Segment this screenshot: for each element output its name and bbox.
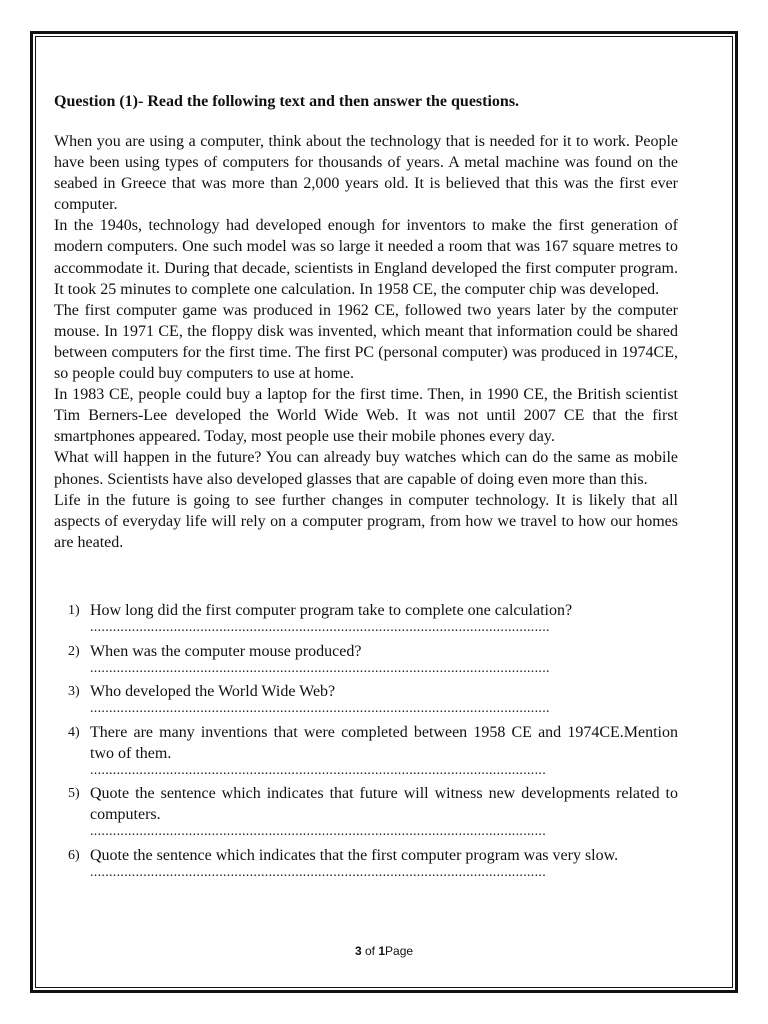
question-item bbox=[54, 681, 678, 716]
answer-line[interactable]: ......................................................................................................................... bbox=[90, 661, 550, 676]
question-number: 1) bbox=[68, 603, 80, 618]
question-number: 4) bbox=[68, 724, 80, 740]
question-text: Quote the sentence which indicates that the first computer program was very slow. bbox=[90, 846, 619, 864]
passage-paragraph-3: The first computer game was produced in 1962 CE, followed two years later by the computer mouse. In 1971 CE, the floppy disk was invented, which meant that information could be shared between computers for the first time. The first PC (personal computer) was produced in 1974CE, so people could buy computers to use at home. bbox=[54, 301, 678, 383]
footer-page-number: 3 bbox=[354, 944, 362, 958]
question-text: When was the computer mouse produced? bbox=[90, 642, 362, 660]
passage-paragraph-2: In the 1940s, technology had developed enough for inventors to make the first generation of modern computers. One such model was so large it needed a room that was 167 square metres to accommodate it. During that decade, scientists in England developed the first computer program. It took 25 minutes to complete one calculation. In 1958 CE, the computer chip was developed. bbox=[54, 217, 678, 298]
reading-passage bbox=[54, 131, 678, 553]
question-number: 3) bbox=[68, 684, 80, 699]
passage-paragraph-5: What will happen in the future? You can already buy watches which can do the same as mobile phones. Scientists have also developed glasses that are capable of doing even more than this. bbox=[54, 449, 678, 488]
question-text: How long did the first computer program take to complete one calculation? bbox=[90, 602, 573, 619]
question-number: 5) bbox=[68, 786, 80, 801]
question-item bbox=[54, 600, 678, 635]
question-text: Who developed the World Wide Web? bbox=[90, 683, 336, 700]
question-text: There are many inventions that were completed between 1958 CE and 1974CE.Mention two of them. bbox=[90, 723, 678, 762]
question-text: Quote the sentence which indicates that future will witness new developments related to computers. bbox=[90, 785, 678, 823]
question-list bbox=[54, 600, 678, 885]
question-number: 6) bbox=[68, 847, 80, 863]
passage-paragraph-6: Life in the future is going to see further changes in computer technology. It is likely that all aspects of everyday life will rely on a computer program, from how we travel to how our homes are heated. bbox=[54, 491, 678, 551]
answer-line[interactable]: ........................................................................................................................ bbox=[90, 865, 546, 880]
footer-total-pages: 1 bbox=[378, 944, 386, 958]
passage-paragraph-1: When you are using a computer, think about the technology that is needed for it to work. People have been using types of computers for thousands of years. A metal machine was found on the seabed in Greece that was more than 2,000 years old. It is believed that this was the first ever computer. bbox=[54, 133, 678, 214]
question-heading: Question (1)- Read the following text and then answer the questions. bbox=[54, 93, 520, 110]
question-item bbox=[54, 722, 678, 778]
passage-paragraph-4: In 1983 CE, people could buy a laptop for the first time. Then, in 1990 CE, the British scientist Tim Berners-Lee developed the World Wide Web. It was not until 2007 CE that the first smartphones appeared. Today, most people use their mobile phones every day. bbox=[54, 386, 678, 446]
page-footer bbox=[0, 943, 768, 959]
answer-line[interactable]: ........................................................................................................................ bbox=[90, 763, 546, 778]
question-item bbox=[54, 783, 678, 839]
answer-line[interactable]: ......................................................................................................................... bbox=[90, 702, 550, 716]
document-body bbox=[54, 92, 678, 553]
answer-line[interactable]: ........................................................................................................................ bbox=[90, 825, 546, 839]
answer-line[interactable]: ......................................................................................................................... bbox=[90, 621, 550, 635]
question-item bbox=[54, 641, 678, 676]
footer-of-text: of bbox=[361, 944, 379, 958]
question-number: 2) bbox=[68, 643, 80, 659]
footer-suffix: Page bbox=[385, 944, 414, 958]
question-item bbox=[54, 845, 678, 880]
